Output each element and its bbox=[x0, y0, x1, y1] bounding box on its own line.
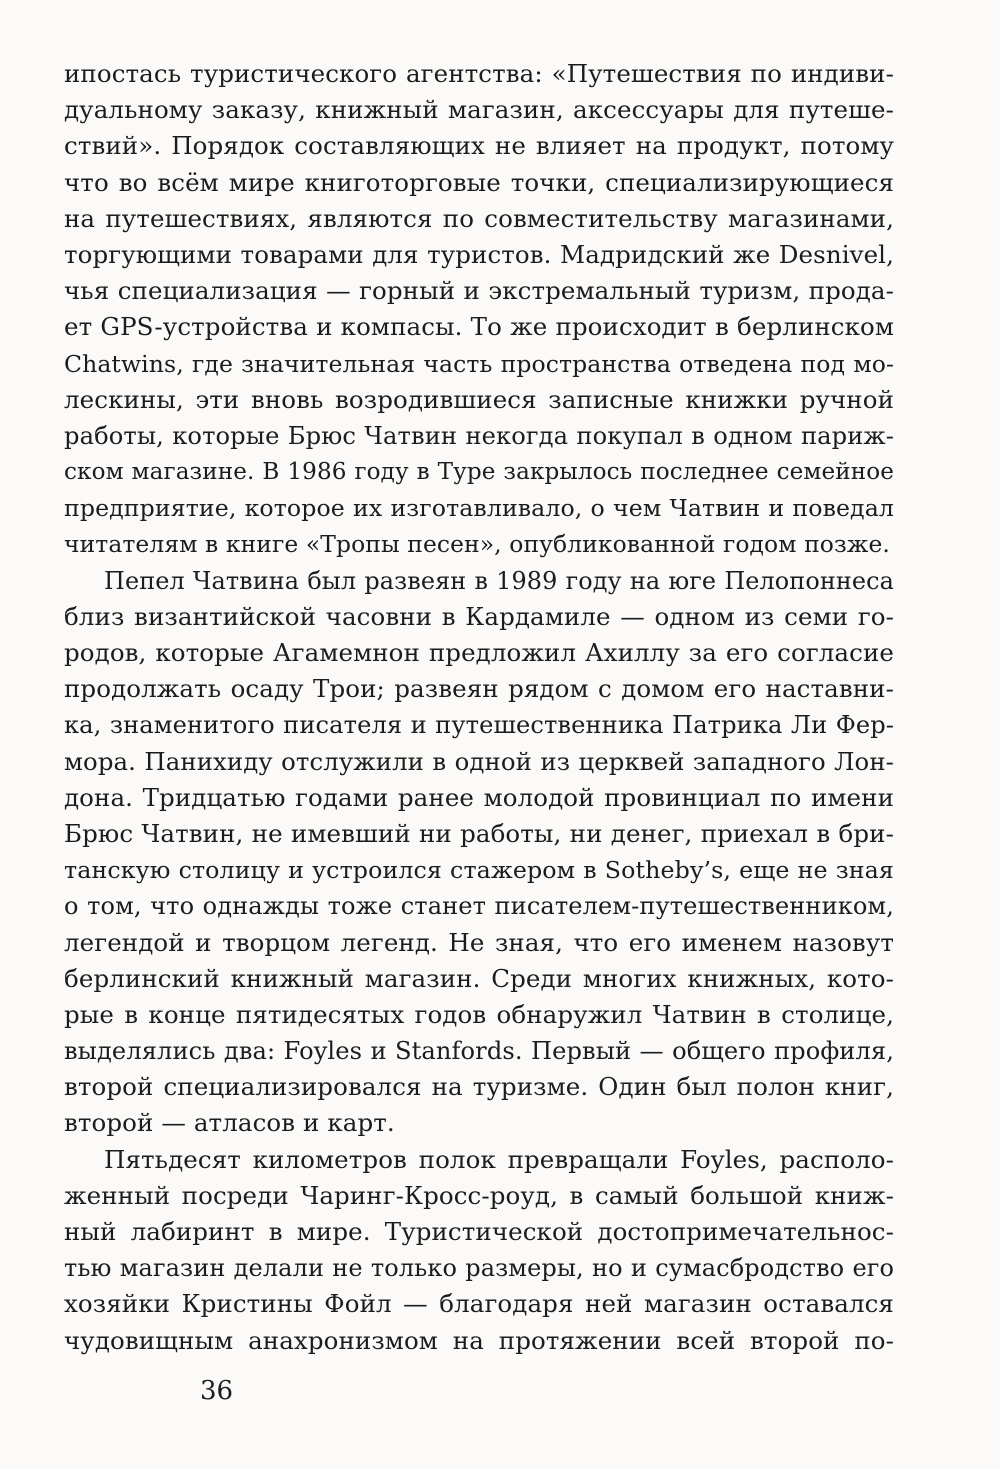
text-line: Брюс Чатвин, не имевший ни работы, ни денег, приехал в бри- bbox=[64, 818, 894, 848]
text-line: выделялись два: Foyles и Stanfords. Первый — общего профиля, bbox=[64, 1037, 894, 1066]
text-line: лескины, эти вновь возродившиеся записные книжки ручной bbox=[64, 384, 894, 414]
text-line: родов, которые Агамемнон предложил Ахиллу за его согласие bbox=[64, 638, 894, 667]
text-line: работы, которые Брюс Чатвин некогда покупал в одном париж- bbox=[64, 421, 894, 450]
text-line: чья специализация — горный и экстремальный туризм, прода- bbox=[64, 276, 894, 306]
text-line: Пятьдесят километров полок превращали Foyles, располо- bbox=[104, 1144, 894, 1174]
text-line: тью магазин делали не только размеры, но и сумасбродство его bbox=[64, 1254, 894, 1283]
text-line: танскую столицу и устроился стажером в Sotheby’s, еще не зная bbox=[64, 856, 894, 885]
text-line: Пепел Чатвина был развеян в 1989 году на юге Пелопоннеса bbox=[104, 566, 894, 595]
paragraph-1 bbox=[64, 56, 894, 563]
text-line: ипостась туристического агентства: «Путешествия по индиви- bbox=[64, 59, 894, 88]
text-line: берлинский книжный магазин. Среди многих книжных, кото- bbox=[64, 963, 894, 993]
text-line: легендой и творцом легенд. Не зная, что его именем назовут bbox=[64, 927, 894, 957]
page-number: 36 bbox=[200, 1376, 234, 1406]
text-line: продолжать осаду Трои; развеян рядом с домом его наставни- bbox=[64, 674, 894, 704]
paragraph-2 bbox=[64, 563, 894, 1142]
text-line: ствий». Порядок составляющих не влияет на продукт, потому bbox=[64, 131, 894, 161]
text-line: ском магазине. В 1986 году в Туре закрылось последнее семейное bbox=[64, 459, 894, 486]
text-line: рые в конце пятидесятых годов обнаружил Чатвин в столице, bbox=[64, 999, 894, 1029]
text-line: близ византийской часовни в Кардамиле — одном из семи го- bbox=[64, 601, 894, 631]
text-line: что во всём мире книготорговые точки, специализирующиеся bbox=[64, 167, 894, 197]
text-line: предприятие, которое их изготавливало, о чем Чатвин и поведал bbox=[64, 494, 894, 523]
text-line: читателям в книге «Тропы песен», опубликованной годом позже. bbox=[64, 530, 890, 559]
text-line: второй специализировался на туризме. Один был полон книг, bbox=[64, 1072, 894, 1102]
text-line: ный лабиринт в мире. Туристической достопримечательнос- bbox=[64, 1217, 894, 1246]
book-page-body bbox=[64, 56, 894, 1359]
text-line: торгующими товарами для туристов. Мадридский же Desnivel, bbox=[64, 239, 894, 269]
text-line: Chatwins, где значительная часть пространства отведена под мо- bbox=[64, 349, 894, 378]
text-line: дуальному заказу, книжный магазин, аксессуары для путеше- bbox=[64, 95, 894, 125]
text-line: о том, что однажды тоже станет писателем-путешественником, bbox=[64, 892, 894, 921]
text-line: чудовищным анахронизмом на протяжении всей второй по- bbox=[64, 1325, 894, 1355]
text-line: второй — атласов и карт. bbox=[64, 1108, 395, 1138]
text-line: хозяйки Кристины Фойл — благодаря ней магазин оставался bbox=[64, 1289, 894, 1319]
text-line: на путешествиях, являются по совместительству магазинами, bbox=[64, 203, 894, 233]
paragraph-3 bbox=[64, 1142, 894, 1359]
text-line: женный посреди Чаринг-Кросс-роуд, в самый большой книж- bbox=[64, 1180, 894, 1210]
text-line: мора. Панихиду отслужили в одной из церквей западного Лон- bbox=[64, 746, 894, 776]
text-line: ка, знаменитого писателя и путешественника Патрика Ли Фер- bbox=[64, 711, 894, 740]
text-line: дона. Тридцатью годами ранее молодой провинциал по имени bbox=[64, 782, 894, 812]
text-line: ет GPS-устройства и компасы. То же происходит в берлинском bbox=[64, 312, 894, 342]
